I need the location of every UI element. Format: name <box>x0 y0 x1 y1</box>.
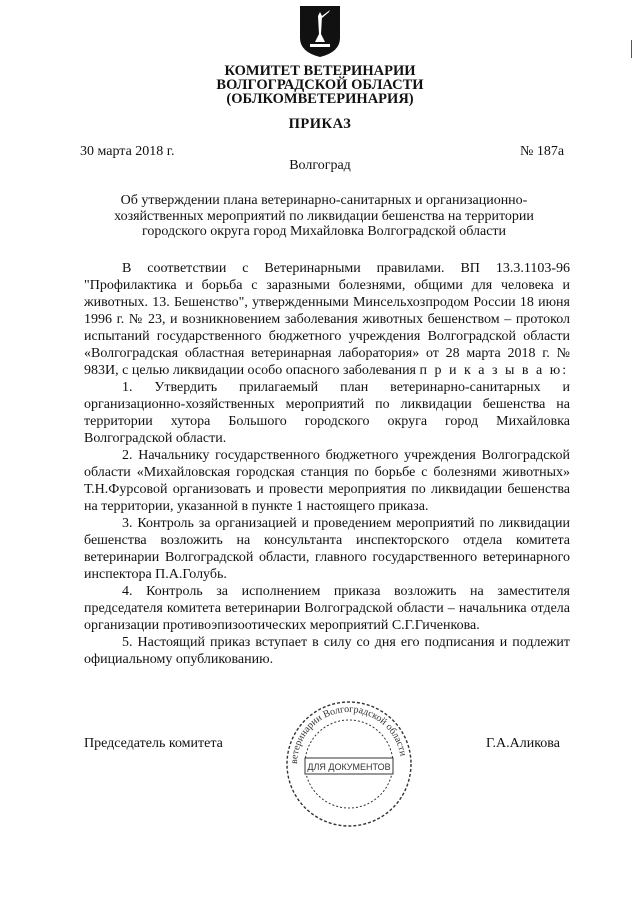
document-subject: Об утверждении плана ветеринарно-санитарных и организационно-хозяйственных мероприятий по ликвидации бешенства на территории городского округа город Михайловка Волгоградской области <box>114 193 534 239</box>
official-stamp-icon <box>283 698 415 830</box>
document-city: Волгоград <box>289 158 351 173</box>
paragraph-3: 3. Контроль за организацией и проведением мероприятий по ликвидации бешенства возложить на консультанта инспекторского отдела комитета ветеринарии Волгоградской области, главного государственного ветеринарного инспектора П.А.Голубь. <box>84 516 570 582</box>
document-type: ПРИКАЗ <box>288 116 352 132</box>
paragraph-5: 5. Настоящий приказ вступает в силу со дня его подписания и подлежит официальному опубликованию. <box>84 635 570 667</box>
signatory-name: Г.А.Аликова <box>486 736 560 751</box>
paragraph-2: 2. Начальнику государственного бюджетного учреждения Волгоградской области «Михайловская городская станция по борьбе с болезнями животных» Т.Н.Фурсовой организовать и провести мероприятия по ликвидации бешенства на территории, указанной в пункте 1 настоящего приказа. <box>84 448 570 514</box>
volgograd-emblem-icon <box>298 4 342 58</box>
committee-name-line1: КОМИТЕТ ВЕТЕРИНАРИИ <box>224 63 416 79</box>
stamp-outer-text: ветеринарии Волгоградской области <box>288 703 409 765</box>
edge-mark <box>631 40 638 58</box>
intro-keyword: п р и к а з ы в а ю: <box>419 363 569 378</box>
signatory-position: Председатель комитета <box>84 736 223 751</box>
paragraph-intro <box>84 260 570 379</box>
document-number: № 187а <box>520 144 565 159</box>
intro-text: В соответствии с Ветеринарными правилами. ВП 13.3.1103-96 "Профилактика и борьба с заразными болезнями, общими для человека и животных. 13. Бешенство", утвержденными Минсельхозпродом России 18 июня 1996 г. № 23, и возникновением заболевания животных бешенством – протокол испытаний государственного бюджетного учреждения Волгоградской области «Волгоградская областная ветеринарная лаборатория» от 28 марта 2018 г. № 983И, с целью ликвидации особо опасного заболевания <box>84 261 570 378</box>
document-body <box>84 260 570 668</box>
paragraph-4: 4. Контроль за исполнением приказа возложить на заместителя председателя комитета ветеринарии Волгоградской области – начальника отдела организации противоэпизоотических мероприятий С.Г.Гиченкова. <box>84 584 570 633</box>
committee-name-line2: ВОЛГОГРАДСКОЙ ОБЛАСТИ <box>216 77 424 93</box>
committee-name-line3: (ОБЛКОМВЕТЕРИНАРИЯ) <box>226 91 414 107</box>
document-date: 30 марта 2018 г. <box>80 144 175 159</box>
stamp-inner-text: ДЛЯ ДОКУМЕНТОВ <box>307 762 391 772</box>
paragraph-1: 1. Утвердить прилагаемый план ветеринарно-санитарных и организационно-хозяйственных мероприятий по ликвидации бешенства на территории хутора Большого городского округа город Михайловка Волгоградской области. <box>84 380 570 446</box>
